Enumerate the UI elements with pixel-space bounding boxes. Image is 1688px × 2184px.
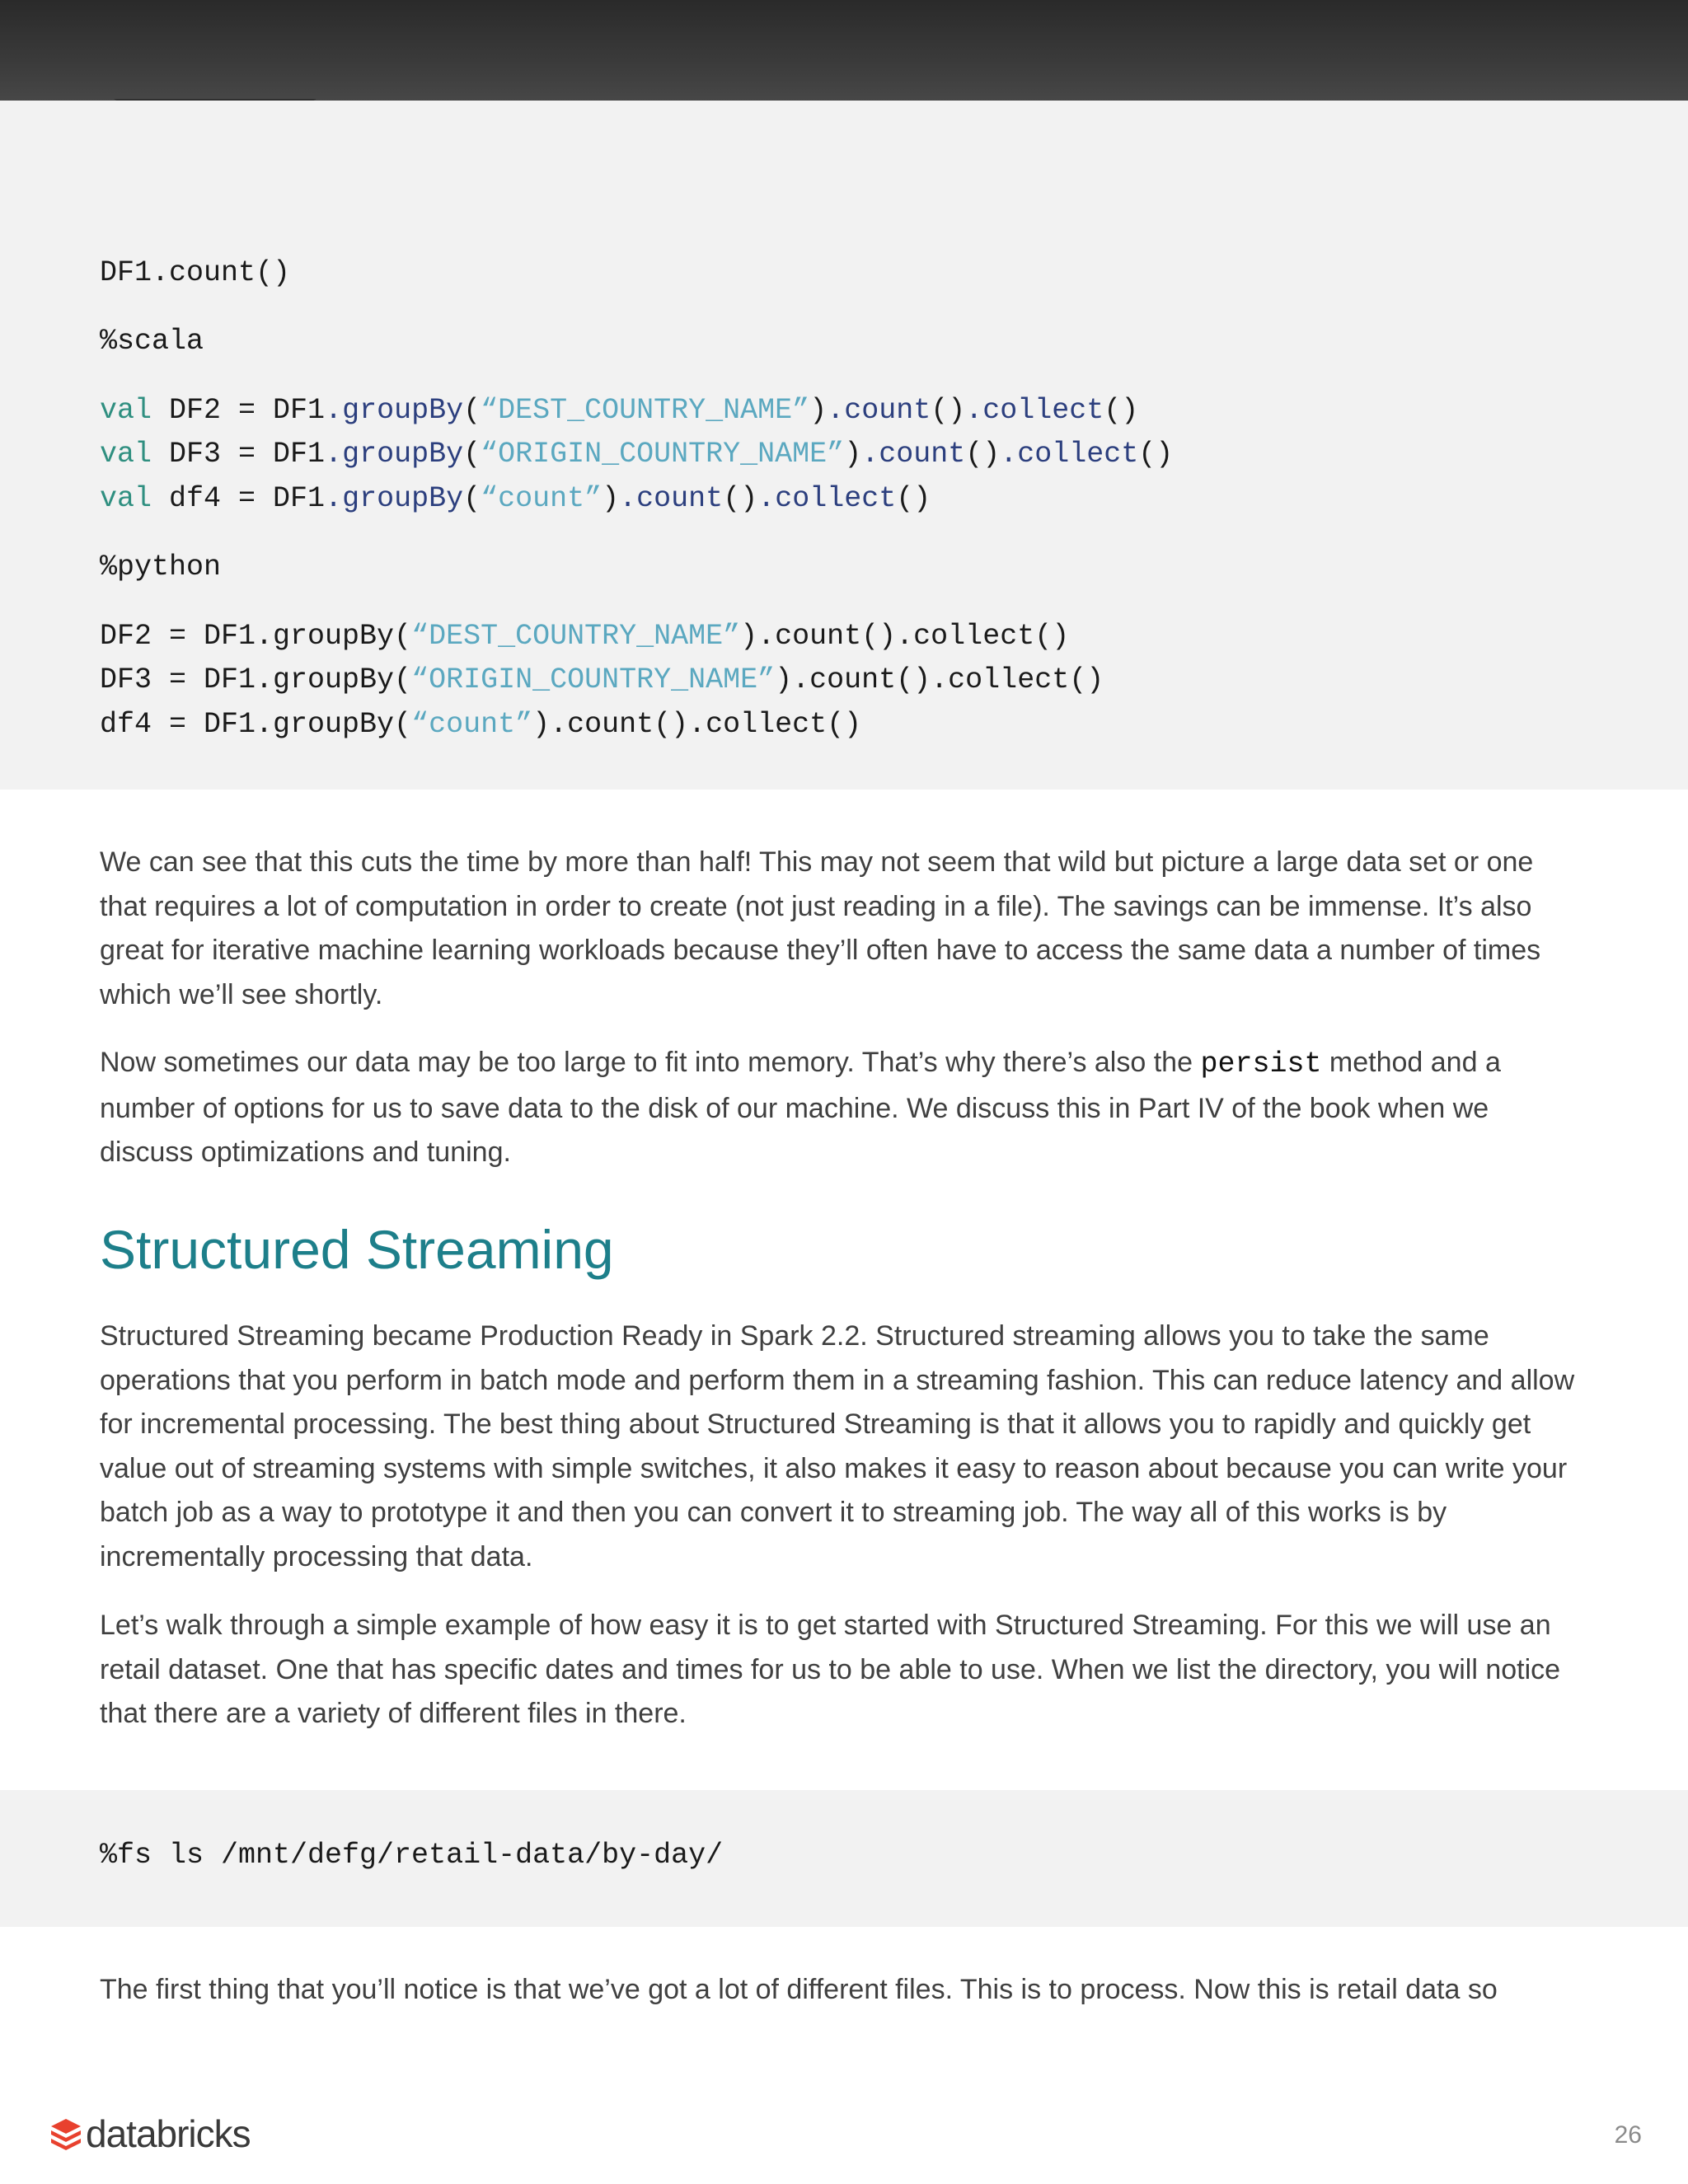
- paragraph-first-thing: The first thing that you’ll notice is that we’ve got a lot of different files. This is to process. Now this is retail data so: [100, 1974, 1498, 2005]
- page-number: 26: [1614, 2121, 1642, 2149]
- code-line-scala-1: val DF2 = DF1.groupBy(“DEST_COUNTRY_NAME”).count().collect(): [100, 394, 1139, 427]
- inline-code-persist: persist: [1200, 1047, 1322, 1080]
- code-line-scala-2: val DF3 = DF1.groupBy(“ORIGIN_COUNTRY_NAME”).count().collect(): [100, 438, 1174, 471]
- code-line-count: DF1.count(): [100, 256, 291, 289]
- paragraph-retail-example: Let’s walk through a simple example of how easy it is to get started with Structured Streaming. For this we will use an retail dataset. One that has specific dates and times for us to be able to use. When we list the directory, you will notice that there are a variety of different files in there.: [100, 1610, 1561, 1729]
- databricks-logo: [49, 2111, 251, 2156]
- logo-wordmark: databricks: [86, 2112, 251, 2155]
- code-line-python-3: df4 = DF1.groupBy(“count”).count().collect(): [100, 708, 862, 741]
- code-line-scala-magic: %scala: [100, 325, 204, 358]
- databricks-logo-icon: [49, 2117, 82, 2150]
- code-line-python-2: DF3 = DF1.groupBy(“ORIGIN_COUNTRY_NAME”).count().collect(): [100, 663, 1104, 696]
- paragraph-structured-streaming-intro: Structured Streaming became Production Ready in Spark 2.2. Structured streaming allows you to take the same operations that you perform in batch mode and perform them in a streaming fashion. This can reduce latency and allow for incremental processing. The best thing about Structured Streaming is that it allows you to rapidly and quickly get value out of streaming systems with simple switches, it also makes it easy to reason about because you can write your batch job as a way to prototype it and then you can convert it to streaming job. The way all of this works is by incrementally processing that data.: [100, 1320, 1575, 1572]
- code-line-fs-ls: %fs ls /mnt/defg/retail-data/by-day/: [100, 1839, 724, 1872]
- header-band: [0, 0, 1688, 101]
- code-line-scala-3: val df4 = DF1.groupBy(“count”).count().collect(): [100, 482, 931, 515]
- section-title: Structured Streaming: [100, 1219, 614, 1280]
- code-line-python-magic: %python: [100, 551, 222, 583]
- paragraph-cache-savings: We can see that this cuts the time by more than half! This may not seem that wild but picture a large data set or one that requires a lot of computation in order to create (not just reading in a file). The savings can be immense. It’s also great for iterative machine learning workloads because they’ll often have to access the same data a number of times which we’ll see shortly.: [100, 846, 1541, 1010]
- paragraph-persist: Now sometimes our data may be too large to fit into memory. That’s why there’s also the persist method and a number of options for us to save data to the disk of our machine. We discuss this in Part IV of the book when we discuss optimizations and tuning.: [100, 1047, 1501, 1168]
- code-line-python-1: DF2 = DF1.groupBy(“DEST_COUNTRY_NAME”).count().collect(): [100, 620, 1070, 653]
